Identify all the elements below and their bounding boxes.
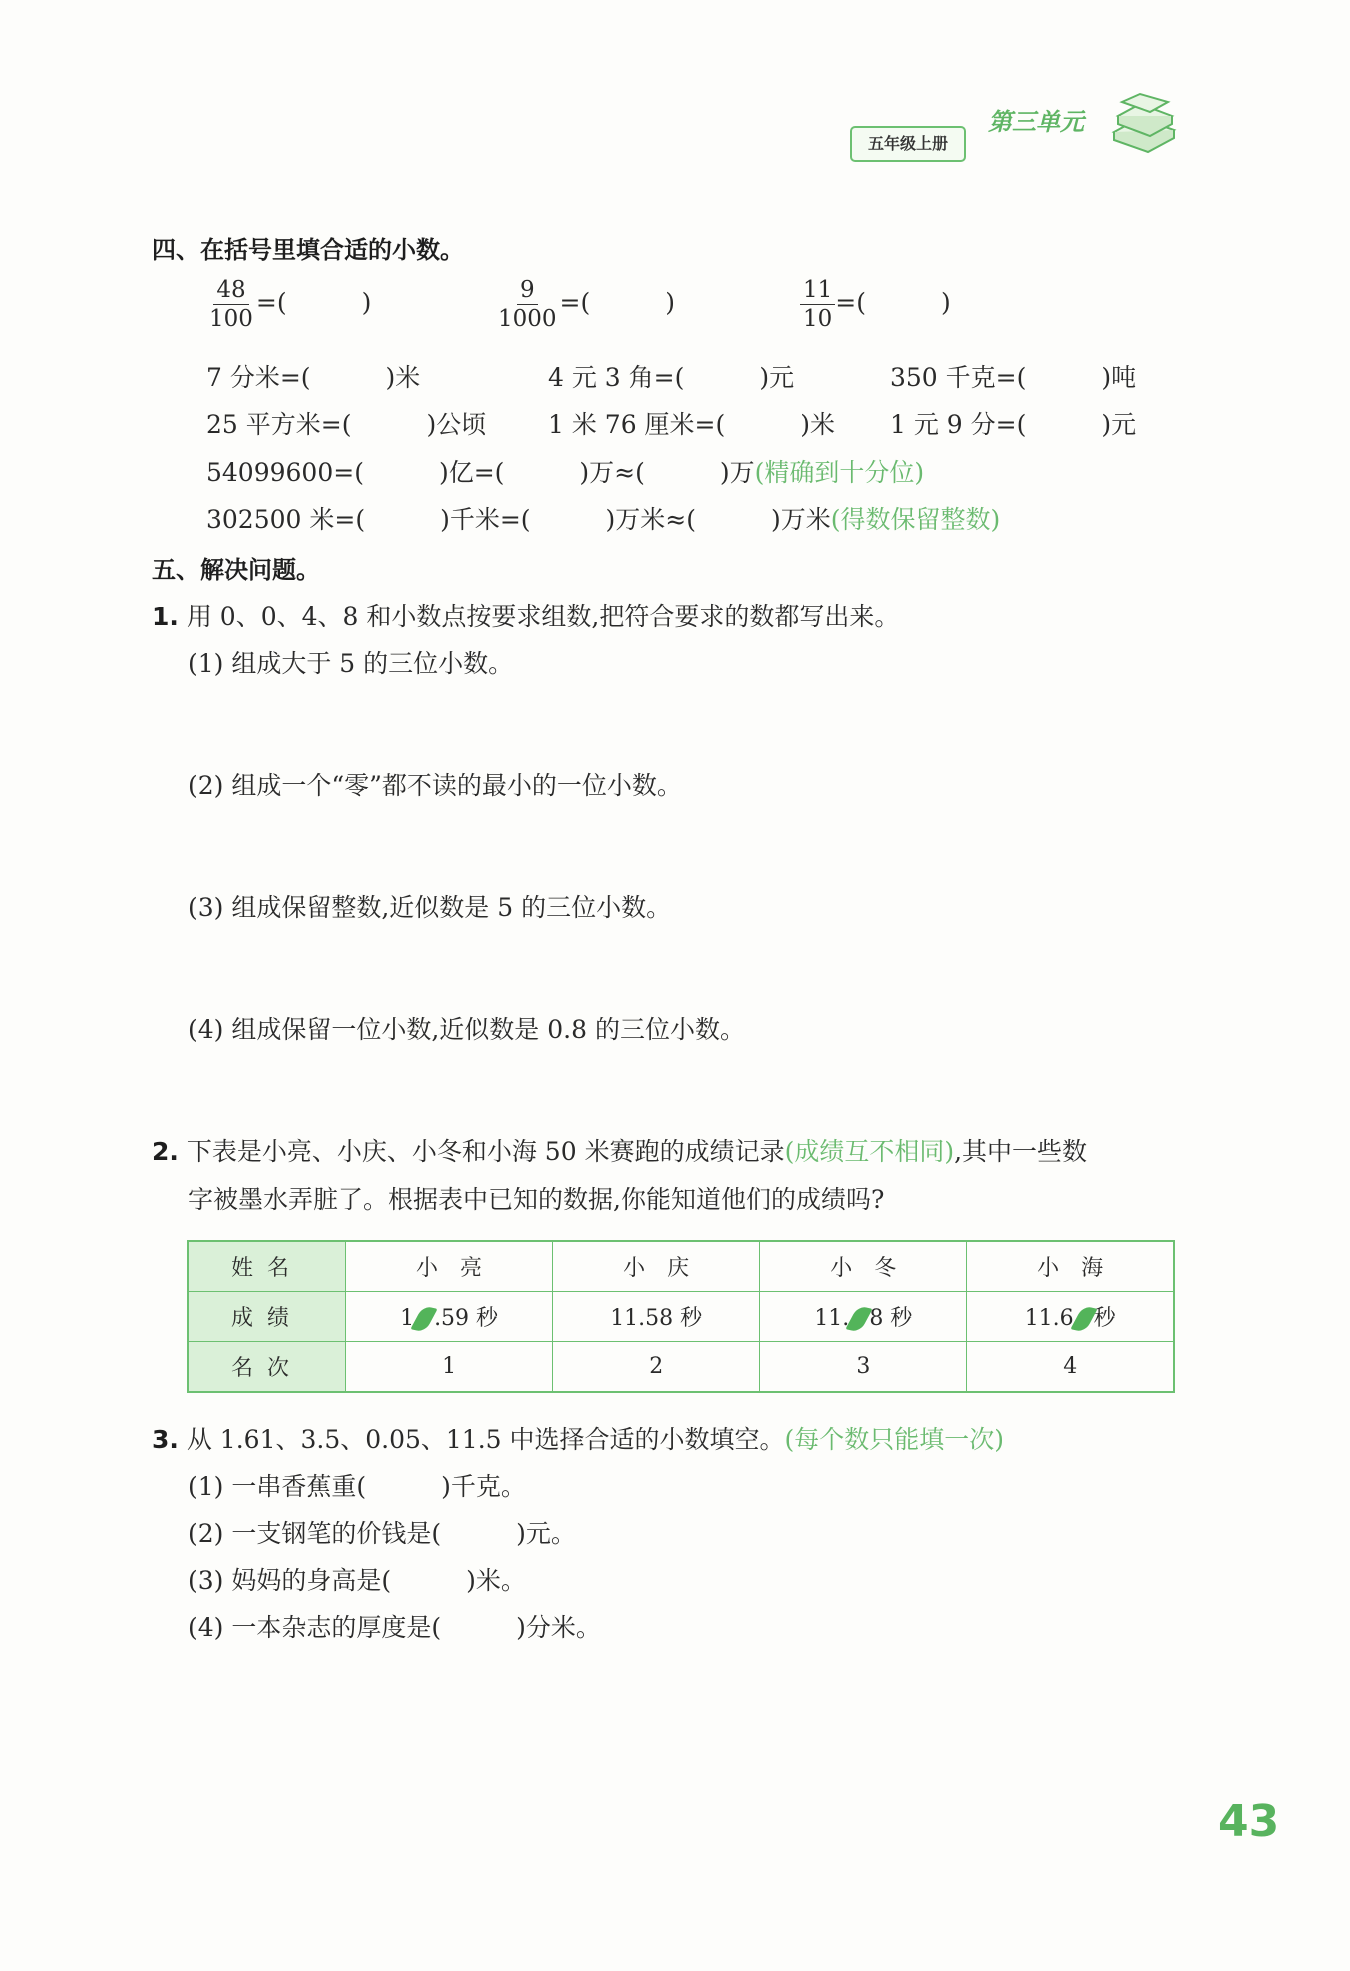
grade-badge: 五年级上册 (850, 126, 966, 162)
rank-cell: 1 (346, 1342, 553, 1393)
name-cell: 小 亮 (346, 1241, 553, 1292)
score-table (187, 1240, 1175, 1393)
rank-cell: 3 (760, 1342, 967, 1393)
sub-question: (2) 组成一个“零”都不读的最小的一位小数。 (188, 771, 682, 800)
fill-item-long: 302500 米=( )千米=( )万米≈( )万米(得数保留整数) (206, 505, 1001, 534)
fraction-item-3: $\frac{11}{10}$ =( ) (800, 276, 951, 333)
fill-item: 7 分米=( )米 (206, 363, 421, 392)
sub-question: (1) 一串香蕉重( )千克。 (188, 1472, 526, 1501)
table-row (188, 1292, 1174, 1342)
question-3: 3. 从 1.61、3.5、0.05、11.5 中选择合适的小数填空。(每个数只能填一次) (152, 1425, 1005, 1454)
fill-item: 1 米 76 厘米=( )米 (548, 410, 836, 439)
rank-cell: 4 (967, 1342, 1174, 1393)
fill-item: 350 千克=( )吨 (890, 363, 1137, 392)
row-head: 姓名 (188, 1241, 346, 1292)
sub-question: (3) 妈妈的身高是( )米。 (188, 1566, 526, 1595)
fill-item-long: 54099600=( )亿=( )万≈( )万(精确到十分位) (206, 458, 925, 487)
name-cell: 小 海 (967, 1241, 1174, 1292)
sub-question: (1) 组成大于 5 的三位小数。 (188, 649, 514, 678)
table-row (188, 1342, 1174, 1393)
score-cell: 11. 8 秒 (760, 1292, 967, 1342)
section5-title: 五、解决问题。 (152, 556, 320, 584)
name-cell: 小 冬 (760, 1241, 967, 1292)
books-icon (1108, 92, 1178, 156)
row-head: 名次 (188, 1342, 346, 1393)
sub-question: (4) 组成保留一位小数,近似数是 0.8 的三位小数。 (188, 1015, 745, 1044)
name-cell: 小 庆 (553, 1241, 760, 1292)
fill-item: 1 元 9 分=( )元 (890, 410, 1137, 439)
fraction-item-1: $\frac{48}{100}$ =( ) (209, 277, 372, 332)
sub-question: (2) 一支钢笔的价钱是( )元。 (188, 1519, 576, 1548)
unit-title: 第三单元 (988, 108, 1084, 136)
score-cell: 1 .59 秒 (346, 1292, 553, 1342)
fraction-item-2: $\frac{9}{1000}$ =( ) (498, 277, 676, 332)
section4-title: 四、在括号里填合适的小数。 (152, 236, 464, 264)
fill-item: 4 元 3 角=( )元 (548, 363, 795, 392)
table-row (188, 1241, 1174, 1292)
question-2-line2: 字被墨水弄脏了。根据表中已知的数据,你能知道他们的成绩吗? (188, 1185, 885, 1214)
question-2: 2. 下表是小亮、小庆、小冬和小海 50 米赛跑的成绩记录(成绩互不相同),其中一些数 (152, 1137, 1088, 1166)
score-cell: 11.6 秒 (967, 1292, 1174, 1342)
sub-question: (4) 一本杂志的厚度是( )分米。 (188, 1613, 601, 1642)
rank-cell: 2 (553, 1342, 760, 1393)
row-head: 成绩 (188, 1292, 346, 1342)
sub-question: (3) 组成保留整数,近似数是 5 的三位小数。 (188, 893, 672, 922)
page-number: 43 (1218, 1796, 1280, 1847)
question-1: 1. 用 0、0、4、8 和小数点按要求组数,把符合要求的数都写出来。 (152, 602, 900, 631)
fill-item: 25 平方米=( )公顷 (206, 410, 487, 439)
score-cell: 11.58 秒 (553, 1292, 760, 1342)
